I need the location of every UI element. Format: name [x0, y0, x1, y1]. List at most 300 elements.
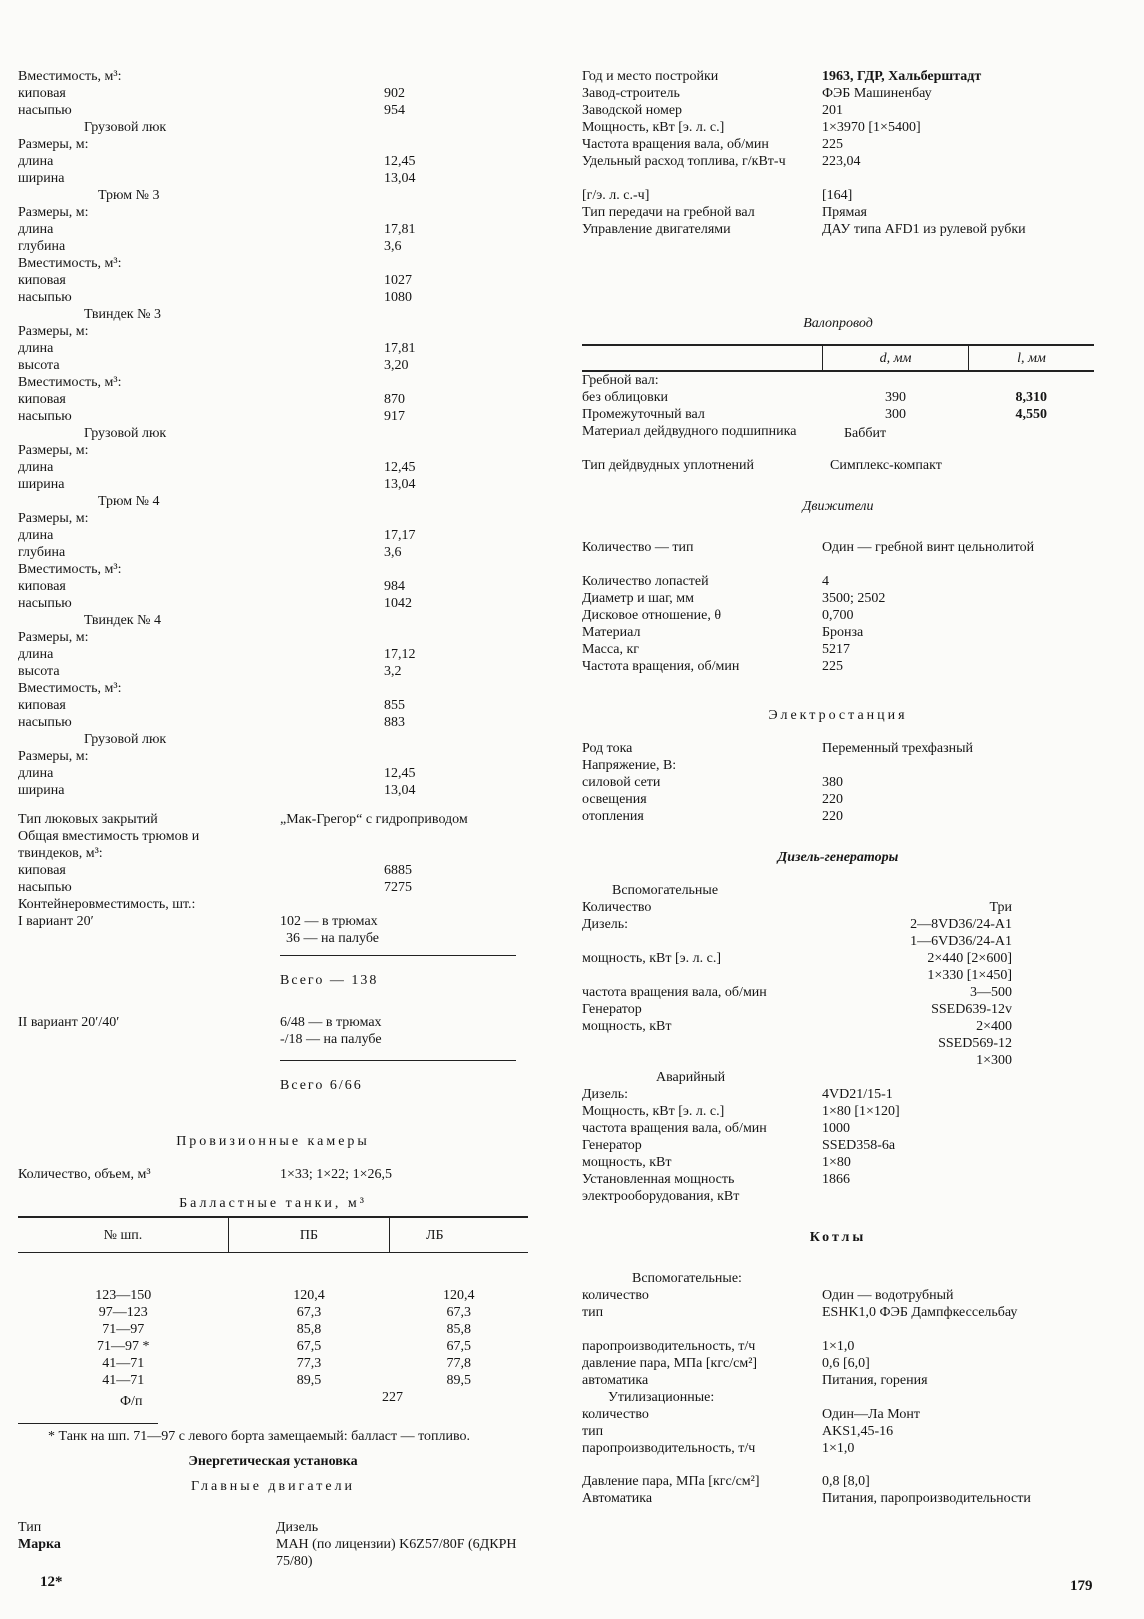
spec-row [18, 527, 528, 544]
spec-label: киповая [18, 863, 66, 878]
spec-value: 220 [822, 792, 843, 807]
power-heading: Электростанция [768, 708, 908, 723]
spec-row [582, 1490, 1094, 1524]
spec-label: Год и место постройки [582, 69, 719, 84]
spec-value: 0,6 [6,0] [822, 1356, 870, 1371]
spec-value: Переменный трехфазный [822, 741, 973, 756]
variant2-total: Всего 6/66 [280, 1078, 363, 1093]
spec-value: 201 [822, 103, 843, 118]
variant1-values: 102 — в трюмах 36 — на палубе Всего — 138 [280, 913, 516, 989]
ballast-cell: 67,5 [296, 1339, 322, 1354]
ballast-cell: 41—71 [102, 1356, 145, 1371]
spec-row [18, 68, 528, 85]
boilers-tail-list [582, 1473, 1094, 1524]
spec-value: 3,20 [384, 358, 409, 373]
spec-label: Давление пара, МПа [кгс/см²] [582, 1474, 760, 1489]
spec-label: длина [18, 766, 54, 781]
spec-label: давление пара, МПа [кгс/см²] [582, 1356, 758, 1371]
spec-label: Дизель: [582, 917, 629, 932]
spec-label: Мощность, кВт [э. л. с.] [582, 120, 725, 135]
spec-value: 1×1,0 [822, 1339, 855, 1354]
spec-row [582, 136, 1094, 153]
spec-value: Один — гребной винт цельнолитой [822, 540, 1035, 555]
bearing-row: Материал дейдвудного подшипника Баббит [582, 424, 887, 441]
spec-row [18, 680, 528, 697]
spec-value: 13,04 [384, 783, 416, 798]
spec-value: 3,6 [384, 545, 402, 560]
ballast-header-frame: № шп. [18, 1217, 229, 1253]
spec-value: 1042 [384, 596, 412, 611]
spec-label: Автоматика [582, 1491, 653, 1506]
spec-value: Один — водотрубный [822, 1288, 954, 1303]
shaft-row [582, 406, 1094, 423]
spec-label: Размеры, м: [18, 205, 89, 220]
spec-value: 2×440 [2×600] [927, 951, 1012, 966]
spec-label: киповая [18, 698, 66, 713]
spec-value: 3,6 [384, 239, 402, 254]
spec-row [18, 323, 528, 340]
spec-value: 2×400 [976, 1019, 1012, 1034]
boilers-aux-list [582, 1287, 1094, 1389]
spec-row [582, 791, 1094, 808]
spec-label: Диаметр и шаг, мм [582, 591, 694, 606]
spec-row [18, 629, 528, 646]
spec-label: Размеры, м: [18, 324, 89, 339]
spec-value: ESHK1,0 ФЭБ Дампфкессельбау [822, 1305, 1018, 1320]
spec-row [582, 1171, 1094, 1205]
hatch-type-label: Тип люковых закрытий [18, 812, 158, 827]
spec-row [582, 658, 1094, 675]
spec-row [18, 544, 528, 561]
spec-row [18, 561, 528, 578]
spec-value: 225 [822, 659, 843, 674]
spec-value: 984 [384, 579, 405, 594]
spec-value: 1963, ГДР, Хальберштадт [822, 69, 982, 84]
spec-label: длина [18, 222, 54, 237]
spec-label: ширина [18, 171, 65, 186]
spec-row [582, 102, 1094, 119]
footnote: * Танк на шп. 71—97 с левого борта замещаемый: балласт — топливо. [48, 1429, 471, 1444]
spec-label: киповая [18, 579, 66, 594]
spec-value: Прямая [822, 205, 867, 220]
ballast-cell: 41—71 [102, 1373, 145, 1388]
spec-label: длина [18, 528, 54, 543]
page-mark: 12* [40, 1574, 63, 1590]
spec-row [18, 85, 528, 102]
spec-row [582, 624, 1094, 641]
dg-heading: Дизель-генераторы [777, 850, 899, 865]
spec-value: Три [989, 900, 1012, 915]
spec-row [18, 595, 528, 612]
spec-label: Грузовой люк [84, 120, 167, 135]
spec-label: Род тока [582, 741, 633, 756]
spec-label: Количество лопастей [582, 574, 709, 589]
variant2-label: II вариант 20′/40′ [18, 1015, 120, 1030]
spec-label: ширина [18, 783, 65, 798]
spec-label: Грузовой люк [84, 426, 167, 441]
shaft-cell: Промежуточный вал [582, 407, 705, 422]
spec-label: Твиндек № 4 [84, 613, 161, 628]
spec-row [582, 1473, 1094, 1490]
spec-row [582, 1372, 1094, 1389]
spec-row [18, 731, 528, 748]
cargo-spaces-list [18, 68, 528, 799]
spec-value: SSED639-12v [931, 1002, 1012, 1017]
spec-label: глубина [18, 239, 66, 254]
spec-value: 0,700 [822, 608, 854, 623]
spec-value: 13,04 [384, 477, 416, 492]
spec-row [582, 153, 1094, 187]
spec-value: 17,81 [384, 222, 416, 237]
spec-value: 855 [384, 698, 405, 713]
ballast-cell: 97—123 [98, 1305, 148, 1320]
spec-label: Трюм № 3 [98, 188, 160, 203]
spec-label: Грузовой люк [84, 732, 167, 747]
spec-label: Управление двигателями [582, 222, 731, 237]
ballast-row [18, 1287, 528, 1304]
ballast-fp-label: Ф/п [120, 1394, 143, 1409]
spec-row [582, 1018, 1094, 1035]
spec-label: длина [18, 154, 54, 169]
ballast-cell: 77,3 [296, 1356, 322, 1371]
spec-label: автоматика [582, 1373, 649, 1388]
spec-label: насыпью [18, 290, 72, 305]
spec-label: Вместимость, м³: [18, 256, 122, 271]
spec-value: 17,81 [384, 341, 416, 356]
spec-row [18, 255, 528, 272]
spec-value: Питания, паропроизводительности [822, 1491, 1031, 1506]
spec-label: [г/э. л. с.-ч] [582, 188, 650, 203]
spec-label: Установленная мощность электрооборудования, кВт [582, 1172, 740, 1204]
spec-row [18, 459, 528, 476]
spec-value: 220 [822, 809, 843, 824]
spec-label: Размеры, м: [18, 511, 89, 526]
spec-row [18, 391, 528, 408]
ballast-row [18, 1355, 528, 1372]
spec-row [582, 1035, 1094, 1052]
spec-value: 1—6VD36/24-A1 [910, 934, 1012, 949]
spec-row [582, 967, 1094, 984]
spec-row [18, 748, 528, 765]
spec-row [18, 340, 528, 357]
spec-value: 13,04 [384, 171, 416, 186]
spec-value: 1000 [822, 1121, 850, 1136]
spec-label: Трюм № 4 [98, 494, 160, 509]
spec-row [18, 510, 528, 527]
spec-value: 954 [384, 103, 405, 118]
spec-value: 3—500 [970, 985, 1012, 1000]
spec-value: 17,17 [384, 528, 416, 543]
engine-brand-row: Марка МАН (по лицензии) K6Z57/80F (6ДКРН 75/80) [18, 1537, 517, 1569]
spec-row [582, 85, 1094, 102]
spec-value: [164] [822, 188, 853, 203]
ballast-cell: 120,4 [443, 1288, 475, 1303]
spec-value: 1×330 [1×450] [927, 968, 1012, 983]
spec-row [582, 119, 1094, 136]
spec-row [18, 697, 528, 714]
spec-label: паропроизводительность, т/ч [582, 1441, 756, 1456]
hatch-type-value: „Мак-Грегор“ с гидроприводом [280, 812, 468, 827]
spec-row [582, 204, 1094, 221]
spec-row [582, 899, 1094, 916]
spec-value: 2—8VD36/24-A1 [910, 917, 1012, 932]
spec-row [582, 1120, 1094, 1137]
left-column [18, 68, 528, 1569]
spec-value: 1×80 [822, 1155, 851, 1170]
spec-value: 223,04 [822, 154, 861, 169]
spec-row [582, 221, 1094, 255]
shaft-cell: 390 [885, 390, 906, 405]
propulsion-heading: Движители [802, 499, 874, 514]
spec-value: 883 [384, 715, 405, 730]
spec-label: Заводской номер [582, 103, 683, 118]
provision-heading: Провизионные камеры [176, 1134, 370, 1149]
spec-row [582, 539, 1094, 573]
shaft-cell: 4,550 [1015, 407, 1047, 422]
boilers-heading: Котлы [809, 1230, 867, 1245]
spec-label: киповая [18, 392, 66, 407]
spec-value: 1×300 [976, 1053, 1012, 1068]
spec-label: Генератор [582, 1002, 642, 1017]
spec-label: высота [18, 664, 60, 679]
spec-row [18, 862, 528, 879]
boilers-util-list [582, 1406, 1094, 1457]
spec-value: 1027 [384, 273, 412, 288]
spec-row [18, 187, 528, 204]
shaft-cell: 300 [885, 407, 906, 422]
spec-label: длина [18, 341, 54, 356]
total-capacity-label: Общая вместимость трюмов и твиндеков, м³: [18, 829, 200, 861]
engines-heading: Главные двигатели [190, 1479, 356, 1494]
spec-row [18, 102, 528, 119]
spec-row [18, 119, 528, 136]
spec-label: насыпью [18, 103, 72, 118]
spec-value: 380 [822, 775, 843, 790]
spec-row [582, 1137, 1094, 1154]
spec-value: ФЭБ Машиненбау [822, 86, 932, 101]
spec-label: Дизель: [582, 1087, 629, 1102]
spec-row [18, 663, 528, 680]
spec-row [18, 357, 528, 374]
spec-row [18, 153, 528, 170]
spec-label: количество [582, 1288, 649, 1303]
spec-label: насыпью [18, 409, 72, 424]
hatch-type-row [18, 811, 528, 828]
spec-row [582, 740, 1094, 757]
spec-label: Напряжение, В: [582, 758, 677, 773]
ballast-row [18, 1372, 528, 1389]
ballast-fp-value: 227 [382, 1390, 403, 1405]
spec-label: мощность, кВт [582, 1019, 672, 1034]
spec-row [582, 1440, 1094, 1457]
spec-row [18, 442, 528, 459]
energy-heading: Энергетическая установка [188, 1454, 358, 1469]
ballast-cell: 67,3 [296, 1305, 322, 1320]
spec-label: Частота вращения вала, об/мин [582, 137, 769, 152]
spec-value: Один—Ла Монт [822, 1407, 920, 1422]
spec-label: освещения [582, 792, 647, 807]
engine-specs-list [582, 68, 1094, 255]
spec-row [18, 578, 528, 595]
spec-label: Размеры, м: [18, 137, 89, 152]
spec-row [582, 1103, 1094, 1120]
spec-label: Количество [582, 900, 652, 915]
spec-label: Размеры, м: [18, 443, 89, 458]
spec-row [582, 1304, 1094, 1338]
spec-row [582, 933, 1094, 950]
spec-label: киповая [18, 86, 66, 101]
spec-row [582, 607, 1094, 624]
spec-row [18, 170, 528, 187]
ballast-cell: 89,5 [296, 1373, 322, 1388]
variant1-row [18, 913, 528, 988]
spec-value: 12,45 [384, 460, 416, 475]
ballast-cell: 71—97 * [97, 1339, 150, 1354]
spec-row [582, 68, 1094, 85]
spec-row [18, 238, 528, 255]
page-number: 179 [1070, 1578, 1093, 1594]
ballast-cell: 67,5 [446, 1339, 471, 1354]
spec-label: насыпью [18, 596, 72, 611]
spec-row [18, 204, 528, 221]
spec-label: Дисковое отношение, θ [582, 608, 722, 623]
spec-row [582, 757, 1094, 774]
provision-row: Количество, объем, м³ 1×33; 1×22; 1×26,5 [18, 1167, 392, 1182]
ballast-cell: 85,8 [296, 1322, 322, 1337]
spec-row [18, 714, 528, 731]
spec-row [582, 808, 1094, 825]
spec-row [18, 408, 528, 425]
spec-row [18, 476, 528, 493]
spec-label: Материал [582, 625, 641, 640]
spec-label: тип [582, 1424, 604, 1439]
spec-label: глубина [18, 545, 66, 560]
spec-label: Масса, кг [582, 642, 640, 657]
spec-value: SSED358-6a [822, 1138, 896, 1153]
spec-row [582, 774, 1094, 791]
spec-value: 902 [384, 86, 405, 101]
spec-label: Размеры, м: [18, 749, 89, 764]
spec-value: 917 [384, 409, 405, 424]
spec-row [582, 187, 1094, 204]
spec-row [18, 306, 528, 323]
spec-value: 17,12 [384, 647, 416, 662]
spec-row [18, 782, 528, 799]
spec-label: длина [18, 460, 54, 475]
spec-label: Вместимость, м³: [18, 681, 122, 696]
boilers-aux-heading: Вспомогательные: [632, 1271, 742, 1286]
ballast-heading: Балластные танки, м³ [179, 1196, 367, 1211]
spec-label: Вместимость, м³: [18, 562, 122, 577]
spec-label: киповая [18, 273, 66, 288]
spec-value: 1×3970 [1×5400] [822, 120, 921, 135]
spec-row [18, 272, 528, 289]
spec-label: Вместимость, м³: [18, 375, 122, 390]
spec-row [18, 425, 528, 442]
spec-row [582, 1154, 1094, 1171]
spec-label: Завод-строитель [582, 86, 680, 101]
spec-label: насыпью [18, 880, 72, 895]
spec-label: Генератор [582, 1138, 642, 1153]
spec-value: 1080 [384, 290, 412, 305]
spec-row [18, 289, 528, 306]
spec-label: высота [18, 358, 60, 373]
spec-row [582, 1423, 1094, 1440]
spec-row [18, 646, 528, 663]
shaft-group-label: Гребной вал: [582, 373, 659, 388]
spec-row [582, 984, 1094, 1001]
spec-label: силовой сети [582, 775, 661, 790]
spec-value: Питания, горения [822, 1373, 928, 1388]
shaft-cell: без облицовки [582, 390, 669, 405]
spec-row [582, 1052, 1094, 1069]
spec-row [18, 493, 528, 510]
ballast-table [18, 1216, 528, 1389]
spec-label: Мощность, кВт [э. л. с.] [582, 1104, 725, 1119]
spec-label: Частота вращения, об/мин [582, 659, 740, 674]
spec-value: 3,2 [384, 664, 402, 679]
spec-row [582, 1287, 1094, 1304]
engine-type-row: Тип Дизель [18, 1520, 319, 1535]
spec-value: 7275 [384, 880, 412, 895]
spec-value: 870 [384, 392, 405, 407]
seal-row: Тип дейдвудных уплотнений Симплекс-компакт [582, 458, 942, 473]
spec-row [18, 136, 528, 153]
spec-label: Удельный расход топлива, г/кВт-ч [582, 154, 786, 169]
spec-label: тип [582, 1305, 604, 1320]
spec-value: 1866 [822, 1172, 850, 1187]
ballast-cell: 67,3 [446, 1305, 471, 1320]
spec-value: 0,8 [8,0] [822, 1474, 870, 1489]
shaft-header-l: l, мм [1017, 350, 1046, 366]
propulsion-list [582, 539, 1094, 675]
spec-row [582, 950, 1094, 967]
spec-label: насыпью [18, 715, 72, 730]
spec-label: Вместимость, м³: [18, 69, 122, 84]
variant2-row [18, 1014, 528, 1093]
spec-row [582, 573, 1094, 590]
spec-label: ширина [18, 477, 65, 492]
container-label: Контейнеровместимость, шт.: [18, 897, 196, 912]
spec-value: 225 [822, 137, 843, 152]
variant2-values: 6/48 — в трюмах -/18 — на палубе Всего 6/66 [280, 1014, 516, 1094]
ballast-header-pb: ПБ [229, 1217, 390, 1253]
ballast-cell: 89,5 [446, 1373, 471, 1388]
variant1-label: I вариант 20′ [18, 914, 94, 929]
spec-value: SSED569-12 [938, 1036, 1012, 1051]
spec-label: Твиндек № 3 [84, 307, 161, 322]
ballast-cell: 77,8 [446, 1356, 471, 1371]
boilers-util-heading: Утилизационные: [608, 1390, 715, 1405]
shaft-header-d: d, мм [823, 345, 969, 371]
spec-label: паропроизводительность, т/ч [582, 1339, 756, 1354]
spec-row [582, 1086, 1094, 1103]
ballast-cell: 120,4 [293, 1288, 325, 1303]
spec-value: 4VD21/15-1 [822, 1087, 893, 1102]
spec-value: ДАУ типа AFD1 из рулевой рубки [822, 222, 1026, 237]
spec-row [582, 1338, 1094, 1355]
spec-value: AKS1,45-16 [822, 1424, 894, 1439]
spec-row [582, 1001, 1094, 1018]
spec-label: мощность, кВт [582, 1155, 672, 1170]
ballast-cell: 85,8 [446, 1322, 471, 1337]
spec-value: 12,45 [384, 766, 416, 781]
spec-row [18, 765, 528, 782]
spec-label: частота вращения вала, об/мин [582, 985, 767, 1000]
right-column [582, 68, 1094, 1524]
shaft-row [582, 389, 1094, 406]
spec-label: отопления [582, 809, 644, 824]
